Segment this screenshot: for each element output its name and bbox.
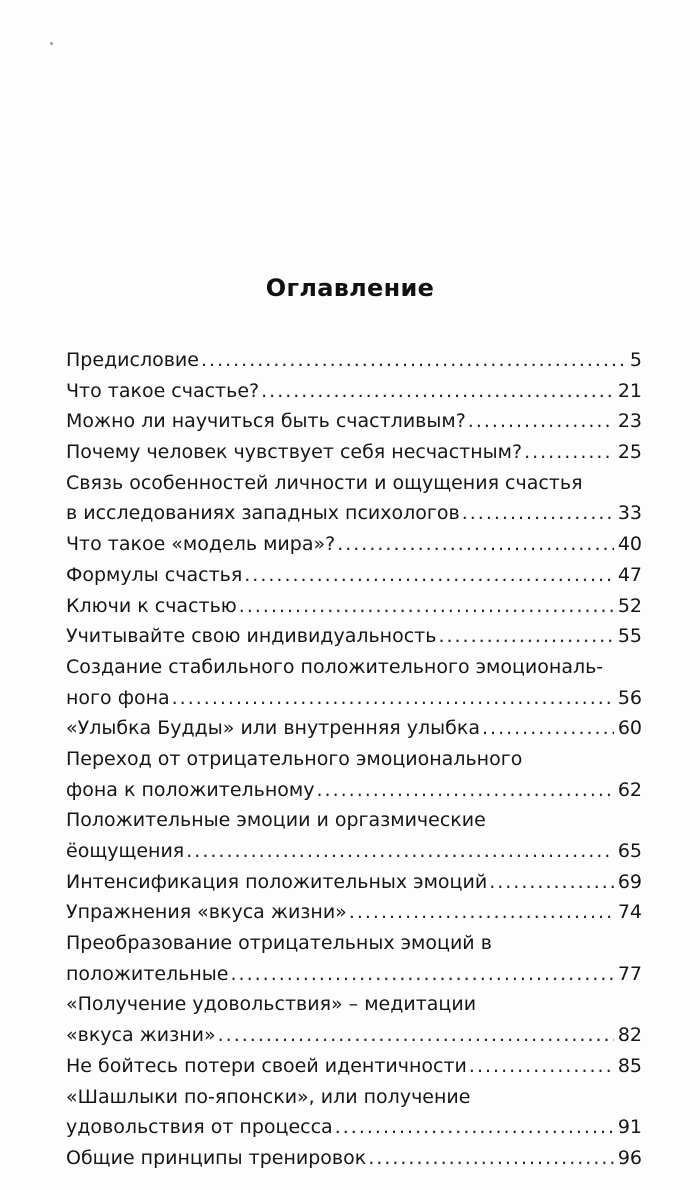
page-title: Оглавление [265, 274, 435, 302]
toc-page-number: 40 [617, 533, 642, 556]
dot-leader [438, 621, 613, 652]
toc-entry [66, 560, 642, 591]
toc-entry-title-line: Переход от отрицательного эмоционального [66, 747, 523, 770]
toc-entry-row [66, 345, 642, 376]
toc-entry-title: фона к положительному [66, 778, 315, 801]
toc-entry-title: Что такое «модель мира»? [66, 533, 336, 556]
toc-entry-title: в исследованиях западных психологов [66, 502, 460, 525]
toc-page-number: 62 [617, 778, 642, 801]
toc-entry [66, 591, 642, 622]
toc-entry-title: Что такое счастье? [66, 379, 260, 402]
toc-page-number: 65 [617, 840, 642, 862]
toc-entry [66, 406, 642, 437]
toc-entry-row [66, 1143, 642, 1174]
toc-page-number: 85 [617, 1054, 642, 1077]
toc-entry-row [66, 406, 642, 437]
toc-page-number: 25 [617, 441, 642, 464]
toc-entry-title: Предисловие [66, 349, 199, 371]
toc-entry-title: ёощущения [66, 840, 185, 862]
dot-leader [482, 713, 614, 744]
toc-entry-row [66, 1020, 642, 1051]
dot-leader [231, 959, 614, 990]
toc-page-number: 55 [617, 625, 642, 648]
dot-leader [317, 775, 614, 806]
toc-entry-row [66, 1051, 642, 1082]
toc-entry [66, 867, 642, 898]
toc-page-number: 60 [617, 717, 642, 740]
toc-entry [66, 376, 642, 407]
dot-leader [349, 897, 614, 928]
toc-page-number: 74 [617, 901, 642, 924]
toc-entry [66, 468, 642, 529]
dot-leader [335, 1112, 614, 1143]
toc-entry-title: «Улыбка Будды» или внутренняя улыбка [66, 717, 480, 740]
toc-entry-row [66, 437, 642, 468]
dot-leader [239, 591, 614, 622]
toc-entry-row [66, 621, 642, 652]
toc-entry-title: ного фона [66, 686, 170, 709]
toc-entry [66, 1082, 642, 1143]
toc-entry-title: положительные [66, 962, 229, 985]
table-of-contents [66, 345, 642, 1174]
toc-entry-title: «вкуса жизни» [66, 1024, 216, 1047]
dot-leader [218, 1020, 614, 1051]
toc-entry-title-line: Создание стабильного положительного эмоциональ- [66, 655, 604, 678]
toc-page-number: 21 [617, 379, 642, 402]
toc-page-number: 5 [629, 349, 642, 371]
dot-leader [172, 683, 614, 714]
toc-entry-row [66, 591, 642, 622]
toc-entry [66, 621, 642, 652]
toc-page-number: 56 [617, 686, 642, 709]
dot-leader [468, 406, 614, 437]
toc-entry [66, 928, 642, 989]
toc-entry-title-line: Преобразование отрицательных эмоций в [66, 932, 492, 955]
toc-entry [66, 1051, 642, 1082]
toc-entry-title: Почему человек чувствует себя несчастным? [66, 441, 523, 464]
toc-entry-title-line: Положительные эмоции и оргазмические [66, 809, 486, 832]
toc-entry-title: Формулы счастья [66, 563, 243, 586]
toc-entry [66, 805, 642, 866]
toc-page-number: 52 [617, 594, 642, 617]
toc-entry [66, 437, 642, 468]
toc-entry [66, 1143, 642, 1174]
toc-entry-title: Можно ли научиться быть счастливым? [66, 410, 466, 433]
toc-page-number: 33 [617, 502, 642, 525]
toc-entry-row [66, 529, 642, 560]
toc-entry-title: Не бойтесь потери своей идентичности [66, 1054, 467, 1077]
toc-entry-row [66, 959, 642, 990]
toc-entry-title: удовольствия от процесса [66, 1116, 333, 1139]
dot-leader [261, 376, 614, 407]
toc-page-number: 47 [617, 563, 642, 586]
toc-entry-title: Интенсификация положительных эмоций [66, 870, 488, 893]
toc-entry-title: Общие принципы тренировок [66, 1146, 367, 1169]
toc-entry-title: Учитывайте свою индивидуальность [66, 625, 437, 648]
toc-entry-title-line: «Шашлыки по-японски», или получение [66, 1085, 471, 1108]
dot-leader [469, 1051, 614, 1082]
toc-entry [66, 713, 642, 744]
toc-entry [66, 652, 642, 713]
toc-entry-row [66, 836, 642, 867]
toc-entry-row [66, 498, 642, 529]
toc-entry [66, 529, 642, 560]
toc-page-number: 91 [617, 1116, 642, 1139]
toc-entry-row [66, 775, 642, 806]
dot-leader [368, 1143, 614, 1174]
toc-entry-title-line: Связь особенностей личности и ощущения счастья [66, 471, 583, 494]
toc-entry-title: Ключи к счастью [66, 594, 237, 617]
toc-entry-title-line: «Получение удовольствия» – медитации [66, 993, 477, 1016]
dot-leader [186, 836, 614, 867]
toc-entry-row [66, 376, 642, 407]
toc-entry [66, 989, 642, 1050]
toc-page-number: 77 [617, 962, 642, 985]
toc-entry [66, 345, 642, 376]
dot-leader [489, 867, 614, 898]
toc-entry-row [66, 867, 642, 898]
toc-page-number: 69 [617, 870, 642, 893]
toc-entry-row [66, 897, 642, 928]
dot-leader [337, 529, 614, 560]
toc-page-number: 82 [617, 1024, 642, 1047]
toc-entry-row [66, 713, 642, 744]
dot-leader [462, 498, 614, 529]
toc-page-number: 23 [617, 410, 642, 433]
toc-entry-row [66, 1112, 642, 1143]
dot-leader [201, 345, 626, 376]
toc-entry-row [66, 683, 642, 714]
toc-entry-title: Упражнения «вкуса жизни» [66, 901, 347, 924]
dot-leader [244, 560, 614, 591]
toc-page-number: 96 [617, 1146, 642, 1169]
paper-speck [50, 42, 53, 45]
toc-entry [66, 897, 642, 928]
toc-entry [66, 744, 642, 805]
toc-entry-row [66, 560, 642, 591]
dot-leader [524, 437, 614, 468]
